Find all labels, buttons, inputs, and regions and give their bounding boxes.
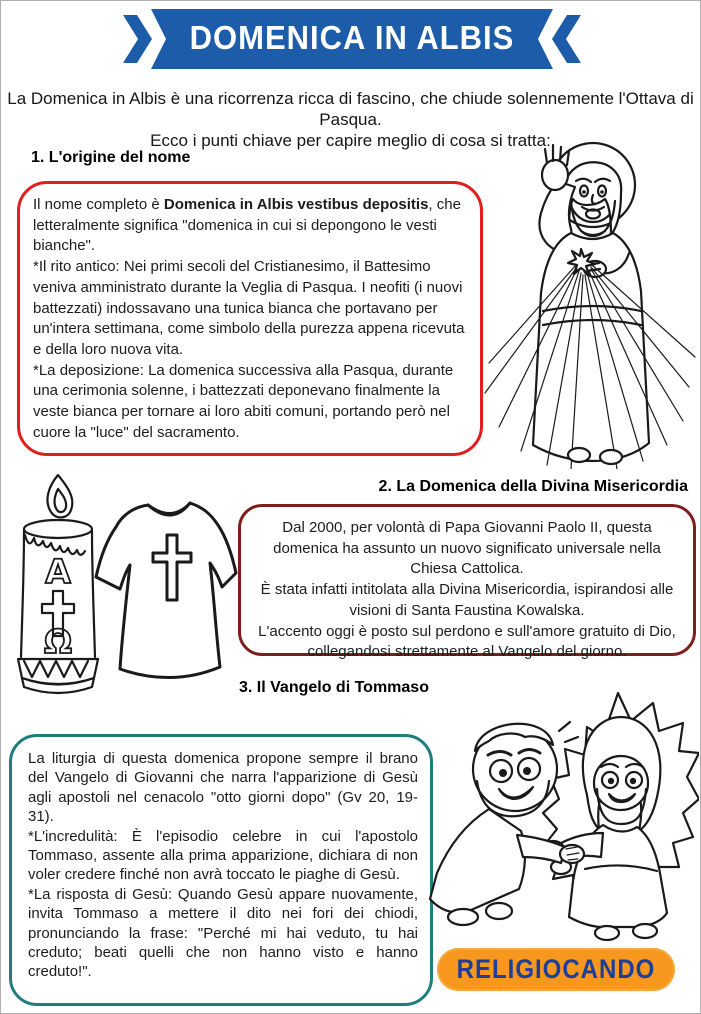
logo-text: RELIGIOCANDO xyxy=(456,953,656,985)
alpha-symbol: Α xyxy=(45,552,71,591)
flame-inner xyxy=(54,489,66,512)
pupil-right xyxy=(600,190,604,194)
section1-p1-bold: Domenica in Albis vestibus depositis xyxy=(163,196,429,213)
foot-left xyxy=(568,448,590,462)
foot-right xyxy=(600,450,622,464)
pupil-left xyxy=(582,190,586,194)
white-tunic-icon xyxy=(96,503,236,678)
intro-line-2: Ecco i punti chiave per capire meglio di cosa si tratta: xyxy=(150,131,551,150)
omega-symbol: Ω xyxy=(43,622,73,661)
religiocando-logo xyxy=(437,948,675,991)
surprise-marks xyxy=(559,722,578,742)
base-rim xyxy=(22,678,94,693)
jesus-pupil-right xyxy=(630,778,636,784)
section2-heading: 2. La Domenica della Divina Misericordia xyxy=(378,478,688,495)
section3-heading: 3. Il Vangelo di Tommaso xyxy=(239,679,429,696)
thomas-pupil-right xyxy=(523,767,531,775)
section2-textbox xyxy=(238,504,696,661)
page-title: DOMENICA IN ALBIS xyxy=(189,18,515,57)
section1-p1-pre: Il nome completo è xyxy=(33,196,164,213)
candle-and-tunic-illustration xyxy=(6,471,238,703)
candle-top xyxy=(24,520,92,538)
intro-line-1: La Domenica in Albis è una ricorrenza ricca di fascino, che chiude solennemente l'Ottava di Pasqua. xyxy=(7,89,694,129)
thomas-sandal-left xyxy=(448,909,478,925)
thomas-sandal-right xyxy=(486,903,512,919)
section2-paragraph-3: L'accento oggi è posto sul perdono e sull'amore gratuito di Dio, collegandosi strettamente al Vangelo del giorno. xyxy=(258,622,676,661)
section3-paragraph-3: *La risposta di Gesù: Quando Gesù appare nuovamente, invita Tommaso a mettere il dito nei fori dei chiodi, pronunciando la frase: "Perché mi hai veduto, tu hai creduto; beati quelli che non hanno visto e hanno creduto!". xyxy=(28,885,418,981)
thomas-robe xyxy=(430,809,525,912)
section1-paragraph-2: *Il rito antico: Nei primi secoli del Cristianesimo, il Battesimo veniva amministrato durante la Veglia di Pasqua. I neofiti (i nuovi battezzati) indossavano una tunica bianca che portavano per un'intera settimana, come simbolo della purezza appena ricevuta e della loro nuova vita. xyxy=(33,258,465,358)
thomas-pupil-left xyxy=(499,769,507,777)
section2-paragraph-2: È stata infatti intitolata alla Divina Misericordia, ispirandosi alle visioni di Santa Faustina Kowalska. xyxy=(260,581,674,619)
section3-textbox xyxy=(9,734,433,1006)
section1-paragraph-3: *La deposizione: La domenica successiva alla Pasqua, durante una cerimonia solenne, i battezzati deponevano finalmente la veste bianca per tornare ai loro abiti comuni, portando però nel cuore la "luce" del sacramento. xyxy=(33,361,454,441)
ribbon-left-chevron xyxy=(123,15,152,63)
section3-paragraph-2: *L'incredulità: È l'episodio celebre in cui l'apostolo Tommaso, assente alla prima apparizione, dichiara di non voler credere finché non avrà toccato le piaghe di Gesù. xyxy=(28,827,418,884)
section1-paragraph-1 xyxy=(33,195,472,257)
title-banner xyxy=(121,9,583,69)
ribbon-right-chevron xyxy=(552,15,581,63)
section2-paragraph-1: Dal 2000, per volontà di Papa Giovanni Paolo II, questa domenica ha assunto un nuovo significato universale nella Chiesa Cattolica. xyxy=(273,519,661,578)
paschal-candle-icon xyxy=(18,475,98,693)
thomas-touching-jesus-illustration xyxy=(425,687,699,941)
section1-textbox xyxy=(17,181,483,456)
section3-paragraph-1: La liturgia di questa domenica propone sempre il brano del Vangelo di Giovanni che narra l'apparizione di Gesù agli apostoli nel cenacolo "otto giorni dopo" (Gv 20, 19-31). xyxy=(28,750,418,826)
section1-heading: 1. L'origine del nome xyxy=(31,149,191,166)
jesus-pupil-left xyxy=(608,778,614,784)
raised-hand xyxy=(542,160,568,190)
section1-p1-post: , che letteralmente significa "domenica in cui si depongono le vesti bianche". xyxy=(33,196,461,255)
jesus-foot-left xyxy=(595,926,619,940)
divine-mercy-jesus-illustration xyxy=(483,135,698,469)
base-zigzag xyxy=(24,661,88,677)
jesus-foot-right xyxy=(633,924,657,938)
